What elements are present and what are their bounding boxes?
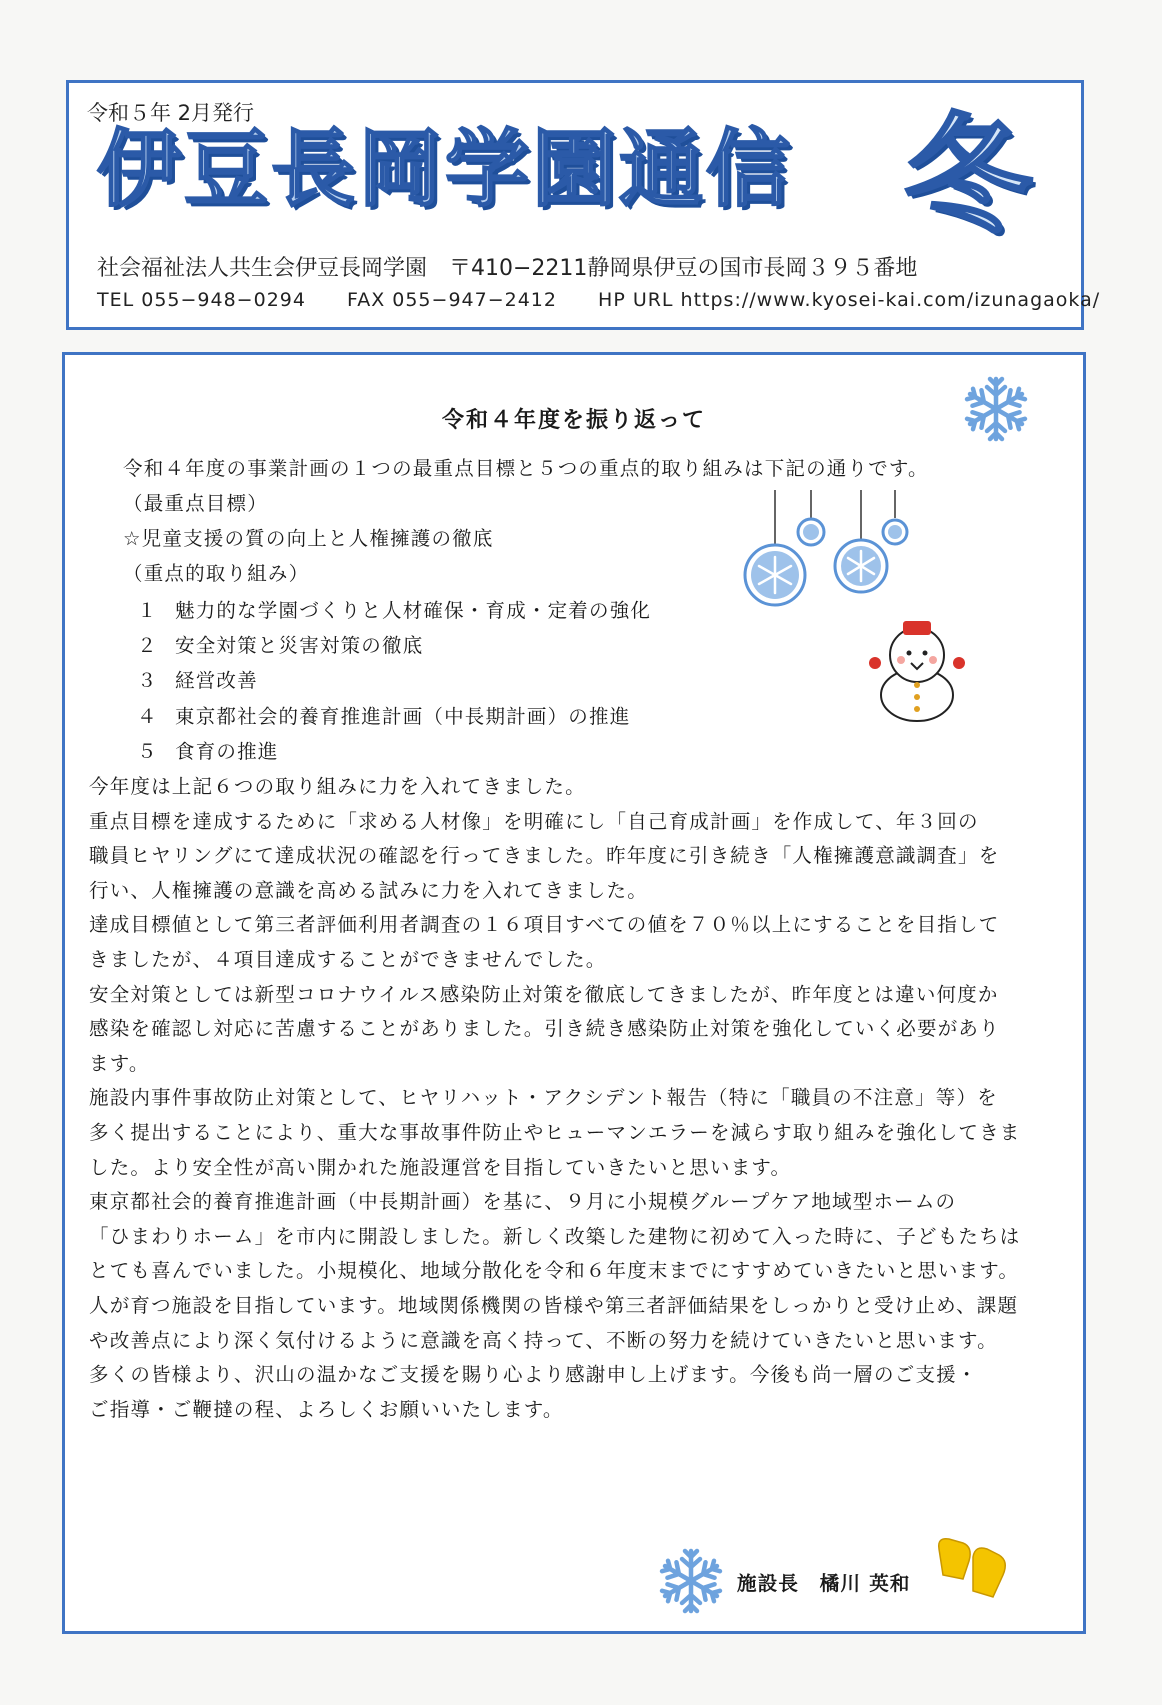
body-line: 職員ヒヤリングにて達成状況の確認を行ってきました。昨年度に引き続き「人権擁護意識調査」を [89, 844, 1000, 868]
body-line: 多く提出することにより、重大な事故事件防止やヒューマンエラーを減らす取り組みを強化してきま [89, 1121, 1021, 1144]
body-line: 多くの皆様より、沢山の温かなご支援を賜り心より感謝申し上げます。今後も尚一層のご支援・ [89, 1363, 978, 1387]
masthead-title: 伊豆長岡学園通信 [97, 120, 794, 218]
focus-item: ５ 食育の推進 [137, 740, 279, 763]
fax: FAX 055−947−2412 [347, 289, 557, 311]
article-title: 令和４年度を振り返って [441, 408, 706, 433]
signature: 施設長 橘川 英和 [737, 1572, 911, 1595]
tel: TEL 055−948−0294 [97, 289, 306, 311]
body-line: ます。 [89, 1051, 150, 1075]
header-box [66, 80, 1101, 330]
body-line: とても喜んでいました。小規模化、地域分散化を令和６年度末までにすすめていきたいと思います。 [89, 1259, 1020, 1283]
body-line: きましたが、４項目達成することができませんでした。 [89, 948, 607, 971]
organization-address: 社会福祉法人共生会伊豆長岡学園 〒410−2211静岡県伊豆の国市長岡３９５番地 [97, 256, 918, 281]
body-line: 重点目標を達成するために「求める人材像」を明確にし「自己育成計画」を作成して、年３回の [89, 809, 979, 833]
season-title: 冬 [904, 102, 1033, 251]
homepage-url[interactable]: HP URL https://www.kyosei-kai.com/izunagaoka/ [598, 289, 1101, 311]
body-line: 人が育つ施設を目指しています。地域関係機関の皆様や第三者評価結果をしっかりと受け止め、課題 [89, 1294, 1019, 1317]
snowman-icon [867, 613, 967, 723]
focus-item: ４ 東京都社会的養育推進計画（中長期計画）の推進 [137, 705, 631, 728]
ornament-icon [725, 490, 965, 630]
body-line: ご指導・ご鞭撻の程、よろしくお願いいたします。 [89, 1397, 564, 1421]
body-line: 施設内事件事故防止対策として、ヒヤリハット・アクシデント報告（特に「職員の不注意」等）を [89, 1086, 998, 1110]
snowflake-icon [655, 1545, 727, 1617]
body-line: 行い、人権擁護の意識を高める試みに力を入れてきました。 [89, 878, 648, 902]
intro-text: 令和４年度の事業計画の１つの最重点目標と５つの重点的取り組みは下記の通りです。 [123, 457, 929, 480]
contact-line [97, 289, 1134, 311]
focus-item: ３ 経営改善 [137, 669, 258, 692]
snowflake-icon [960, 373, 1032, 445]
issue-date: 令和５年 2月発行 [87, 101, 255, 125]
body-line: 感染を確認し対応に苦慮することがありました。引き続き感染防止対策を強化していく必要があり [89, 1017, 1000, 1041]
body-line: 安全対策としては新型コロナウイルス感染防止対策を徹底してきましたが、昨年度とは違い何度か [89, 982, 999, 1006]
article-box [62, 352, 1086, 1634]
top-goal-heading: （最重点目標） [123, 492, 268, 515]
focus-item: １ 魅力的な学園づくりと人材確保・育成・定着の強化 [137, 599, 652, 622]
body-line: 今年度は上記６つの取り組みに力を入れてきました。 [89, 775, 586, 798]
body-line: 達成目標値として第三者評価利用者調査の１６項目すべての値を７０％以上にすることを目指して [89, 913, 1000, 937]
focus-item: ２ 安全対策と災害対策の徹底 [137, 634, 424, 657]
mittens-icon [933, 1535, 1013, 1603]
focus-heading: （重点的取り組み） [123, 562, 310, 585]
top-goal: ☆児童支援の質の向上と人権擁護の徹底 [123, 527, 494, 550]
body-line: や改善点により深く気付けるように意識を高く持って、不断の努力を続けていきたいと思います。 [89, 1328, 998, 1352]
body-line: した。より安全性が高い開かれた施設運営を目指していきたいと思います。 [89, 1155, 792, 1179]
body-line: 「ひまわりホーム」を市内に開設しました。新しく改築した建物に初めて入った時に、子どもたちは [89, 1224, 1021, 1248]
body-line: 東京都社会的養育推進計画（中長期計画）を基に、９月に小規模グループケア地域型ホームの [89, 1190, 957, 1214]
